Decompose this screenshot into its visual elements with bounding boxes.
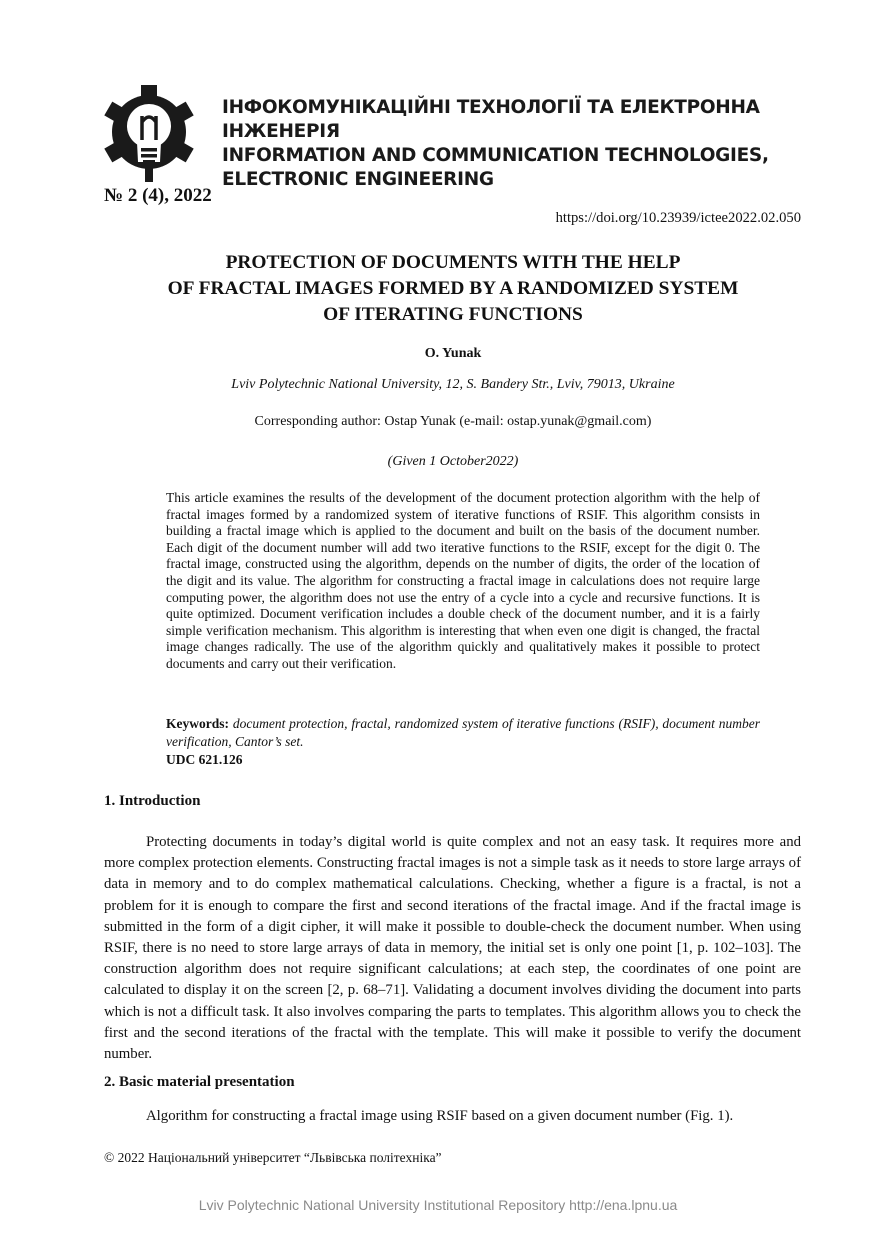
basic-material-paragraph: Algorithm for constructing a fractal image using RSIF based on a given document number (Fig. 1).: [146, 1108, 734, 1124]
gear-lightbulb-icon: [102, 82, 196, 186]
issue-number: № 2 (4), 2022: [104, 185, 212, 206]
copyright-notice: © 2022 Національний університет “Львівська політехніка”: [104, 1150, 442, 1165]
corresponding-author: Corresponding author: Ostap Yunak (e-mail: ostap.yunak@gmail.com): [254, 414, 652, 429]
udc-code: UDC 621.126: [166, 752, 243, 767]
journal-title-en-line-2: ELECTRONIC ENGINEERING: [222, 169, 494, 190]
keywords: [166, 715, 760, 751]
keywords-label: Keywords:: [166, 716, 229, 731]
repository-footer: Lviv Polytechnic National University Institutional Repository http://ena.lpnu.ua: [198, 1197, 678, 1213]
journal-title-en-line-1: INFORMATION AND COMMUNICATION TECHNOLOGIES,: [222, 145, 769, 166]
title-line-1: PROTECTION OF DOCUMENTS WITH THE HELP: [225, 252, 681, 273]
title-line-2: OF FRACTAL IMAGES FORMED BY A RANDOMIZED SYSTEM: [167, 278, 739, 299]
article-title: [60, 250, 846, 328]
author-name: O. Yunak: [424, 346, 482, 361]
abstract: This article examines the results of the development of the document protection algorithm with the help of fractal images formed by a randomized system of iterative functions of RSIF. This algorithm consists in building a fractal image which is applied to the document and built on the basis of the document number. Each digit of the document number will add two iterative functions to the RSIF, except for the digit 0. The fractal image, constructed using the algorithm, depends on the number of digits, the order of the location of the digit and its value. The algorithm for constructing a fractal image in calculations does not require large computing power, the algorithm does not use the entry of a cycle into a cycle and recursive functions. It is quite optimized. Document verification includes a double check of the document number, and it is a fairly simple verification mechanism. This algorithm is interesting that when even one digit is changed, the fractal image changes radically. The use of the algorithm quickly and qualitatively makes it possible to protect documents and carry out their verification.: [166, 490, 760, 671]
keywords-list: document protection, fractal, randomized system of iterative functions (RSIF), document number verification, Cantor’s set.: [166, 716, 760, 749]
journal-title: [222, 96, 876, 192]
received-date: (Given 1 October2022): [387, 454, 519, 469]
title-line-3: OF ITERATING FUNCTIONS: [323, 304, 583, 325]
intro-heading: 1. Introduction: [104, 793, 201, 809]
author-affiliation: Lviv Polytechnic National University, 12, S. Bandery Str., Lviv, 79013, Ukraine: [231, 377, 675, 392]
intro-paragraph: Protecting documents in today’s digital world is quite complex and not an easy task. It requires more and more complex protection elements. Constructing fractal images is not a simple task as it needs to store large arrays of data in memory and to do complex mathematical calculations. Checking, whether a figure is a fractal, is not a problem for it is enough to compare the first and second iterations of the fractal image. And if the fractal image is submitted in the form of a digit cipher, it will make it possible to double-check the document number. When using RSIF, there is no need to store large arrays of data in memory, the initial set is only one point [1, p. 102–103]. The construction algorithm does not require significant calculations; at each step, the coordinates of one point are calculated to display it on the screen [2, p. 68–71]. Validating a document involves dividing the document into parts which is not a difficult task. It also involves comparing the parts to templates. This algorithm allows you to check the first and the second iterations of the fractal with the template. This will make it possible to verify the document number.: [104, 834, 801, 1063]
basic-material-heading: 2. Basic material presentation: [104, 1074, 295, 1090]
doi-link[interactable]: https://doi.org/10.23939/ictee2022.02.050: [555, 210, 801, 226]
journal-title-ua: ІНФОКОМУНІКАЦІЙНІ ТЕХНОЛОГІЇ ТА ЕЛЕКТРОННА ІНЖЕНЕРІЯ: [222, 97, 760, 142]
